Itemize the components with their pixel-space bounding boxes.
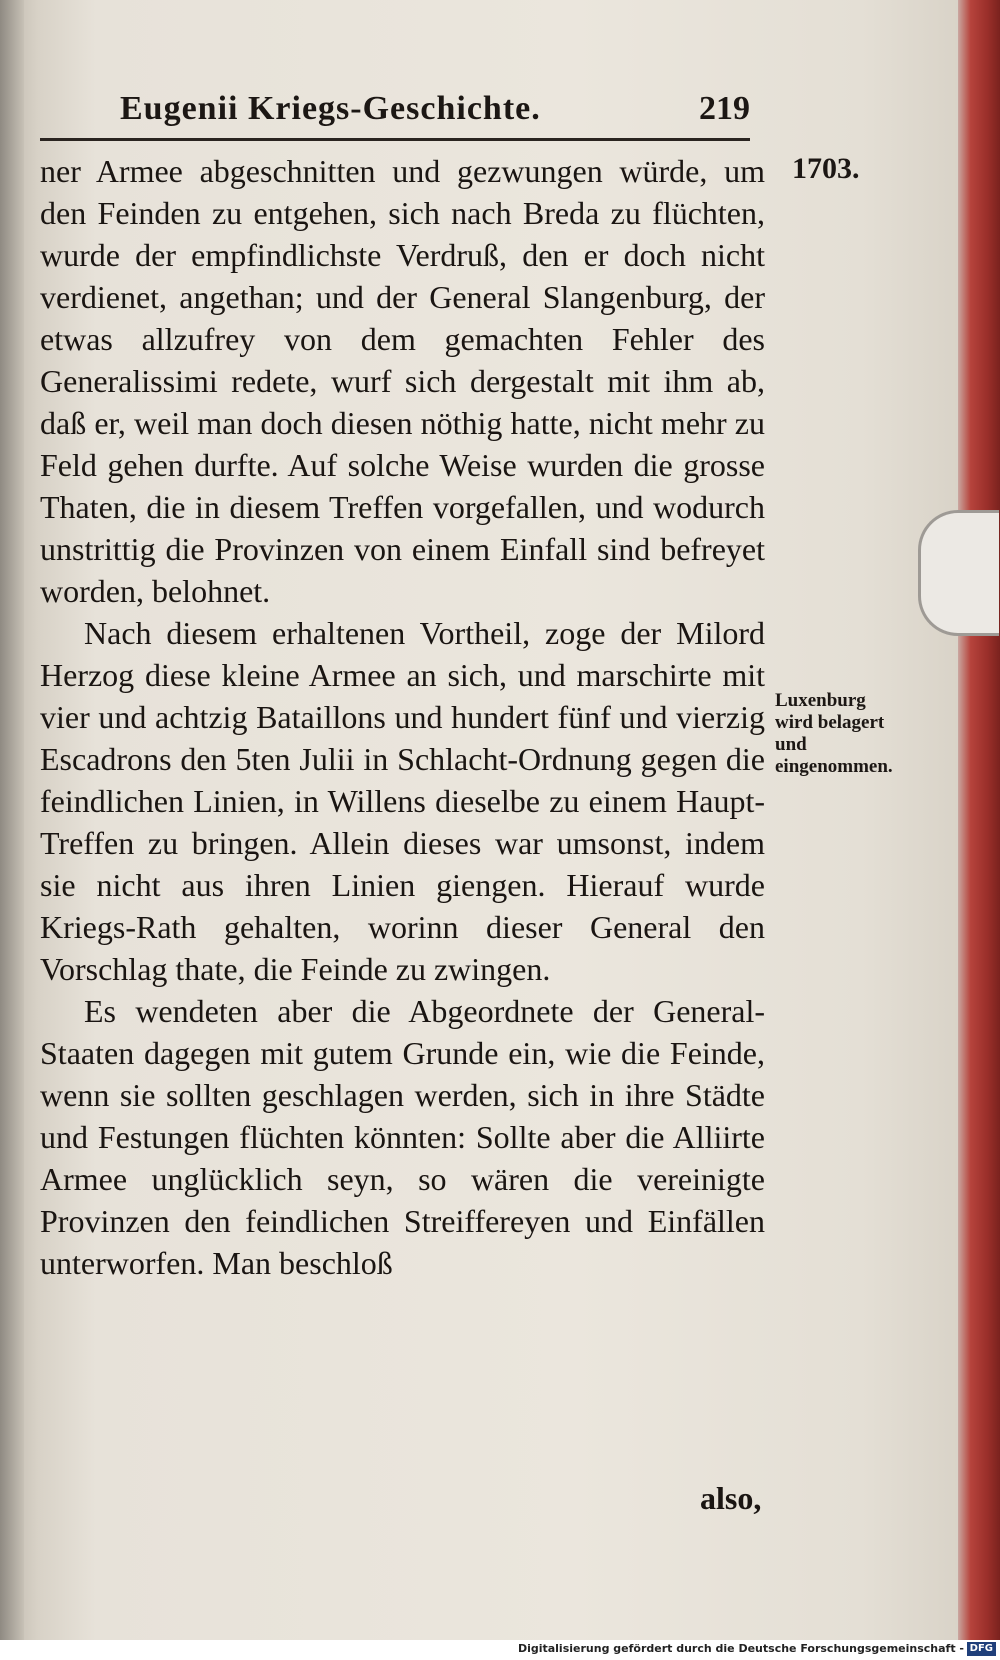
page-header bbox=[120, 90, 760, 130]
margin-note: Luxenburg wird belagert und eingenommen. bbox=[775, 690, 893, 777]
header-rule bbox=[40, 138, 750, 141]
footer-bar bbox=[0, 1640, 1000, 1660]
book-edge bbox=[958, 0, 1000, 1640]
page-clip bbox=[918, 510, 999, 636]
running-title: Eugenii Kriegs-Geschichte. bbox=[120, 90, 541, 127]
paragraph-3: Es wendeten aber die Abgeordnete der General-Staaten dagegen mit gutem Grunde ein, wie die Feinde, wenn sie sollten geschlagen werden, sich in ihre Städte und Festungen flüchten könnten: Sollte aber die Alliirte Armee unglücklich seyn, so wären die vereinigte Provinzen den feindlichen Streiffereyen und Einfällen unterworfen. Man beschloß bbox=[40, 993, 765, 1281]
paragraph-2: Nach diesem erhaltenen Vortheil, zoge der Milord Herzog diese kleine Armee an sich, und marschirte mit vier und achtzig Bataillons und hundert fünf und vierzig Escadrons den 5ten Julii in Schlacht-Ordnung gegen die feindlichen Linien, in Willens dieselbe zu einem Haupt-Treffen zu bringen. Allein dieses war umsonst, indem sie nicht aus ihren Linien giengen. Hierauf wurde Kriegs-Rath gehalten, worinn dieser General den Vorschlag thate, die Feinde zu zwingen. bbox=[40, 615, 765, 987]
book-gutter bbox=[0, 0, 24, 1640]
catchword: also, bbox=[700, 1480, 762, 1516]
margin-year: 1703. bbox=[792, 152, 860, 185]
funding-credit: Digitalisierung gefördert durch die Deutsche Forschungsgemeinschaft - bbox=[517, 1642, 964, 1655]
paragraph-1: ner Armee abgeschnitten und gezwungen würde, um den Feinden zu entgehen, sich nach Breda zu flüchten, wurde der empfindlichste Verdruß, den er doch nicht verdienet, angethan; und der General Slangenburg, der etwas allzufrey von dem gemachten Fehler des Generalissimi redete, wurf sich dergestalt mit ihm ab, daß er, weil man doch diesen nöthig hatte, nicht mehr zu Feld gehen durfte. Auf solche Weise wurden die grosse Thaten, die in diesem Treffen vorgefallen, und wodurch unstrittig die Provinzen von einem Einfall sind befreyet worden, belohnet. bbox=[40, 153, 765, 609]
dfg-logo: DFG bbox=[967, 1642, 996, 1656]
body-text bbox=[40, 150, 765, 1284]
page-number: 219 bbox=[699, 90, 750, 127]
